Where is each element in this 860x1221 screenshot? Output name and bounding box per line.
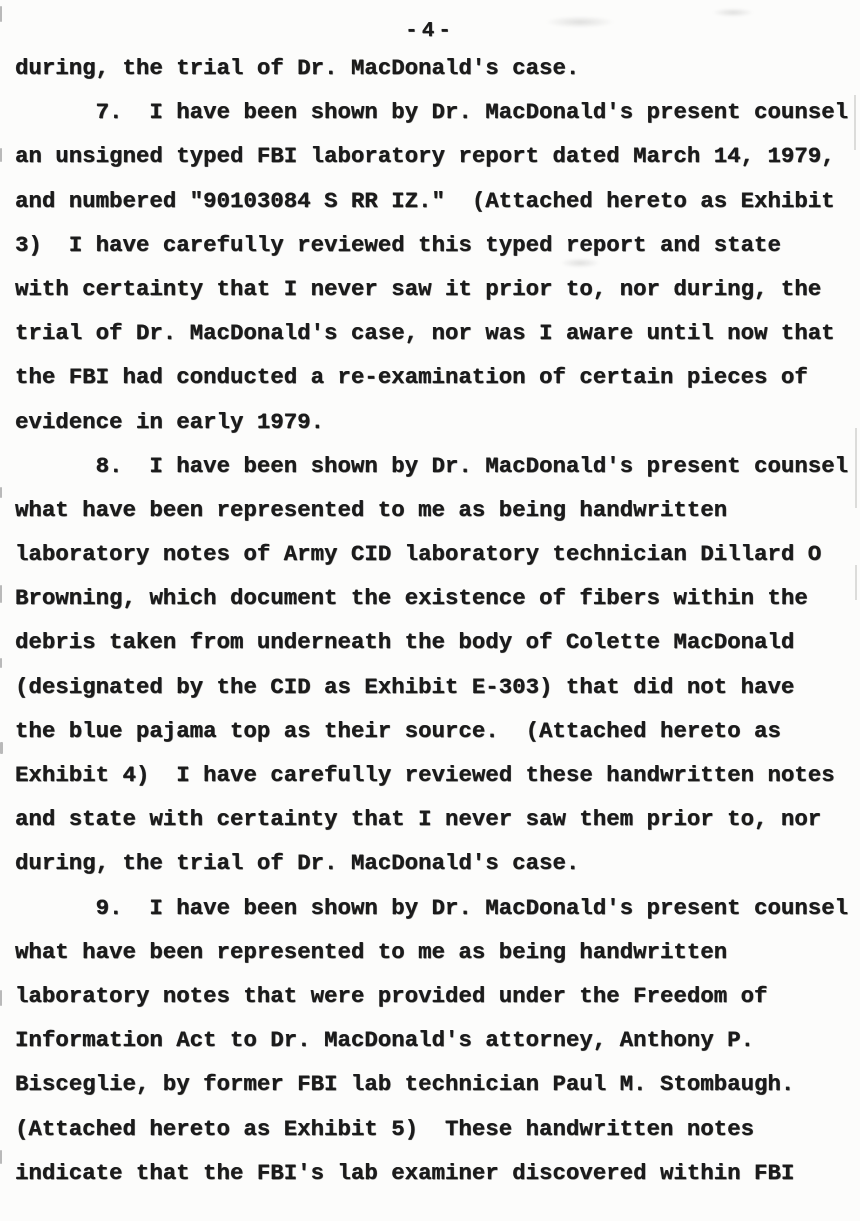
scan-edge-mark	[0, 1150, 2, 1164]
text-line: indicate that the FBI's lab examiner discovered within FBI	[15, 1159, 795, 1186]
scan-smudge	[560, 258, 600, 268]
text-line: laboratory notes that were provided under the Freedom of	[15, 982, 768, 1009]
text-line: and numbered "90103084 S RR IZ." (Attached hereto as Exhibit	[15, 187, 835, 214]
text-line: (designated by the CID as Exhibit E-303) that did not have	[15, 673, 795, 700]
scan-edge-mark	[0, 6, 2, 22]
text-line: trial of Dr. MacDonald's case, nor was I aware until now that	[15, 320, 835, 347]
text-line: 8. I have been shown by Dr. MacDonald's present counsel	[15, 452, 849, 479]
text-line: 3) I have carefully reviewed this typed report and state	[15, 231, 781, 258]
scan-edge-mark	[0, 658, 2, 668]
text-line: the FBI had conducted a re-examination of certain pieces of	[15, 364, 808, 391]
scan-edge-line	[854, 95, 856, 150]
document-body	[15, 46, 860, 1195]
scan-smudge	[545, 16, 615, 28]
scan-edge-line	[855, 428, 857, 508]
text-line: Exhibit 4) I have carefully reviewed these handwritten notes	[15, 762, 835, 788]
text-line: Bisceglie, by former FBI lab technician Paul M. Stombaugh.	[15, 1071, 795, 1098]
text-line: Information Act to Dr. MacDonald's attorney, Anthony P.	[15, 1027, 755, 1054]
scan-smudge	[712, 8, 754, 17]
text-line: laboratory notes of Army CID laboratory technician Dillard O	[15, 541, 822, 568]
page-number: -4-	[405, 20, 455, 43]
scan-edge-mark	[0, 585, 2, 603]
scan-edge-mark	[0, 742, 3, 754]
scan-edge-mark	[0, 148, 2, 162]
text-line: debris taken from underneath the body of Colette MacDonald	[15, 629, 795, 656]
text-line: during, the trial of Dr. MacDonald's case.	[15, 850, 580, 877]
scan-edge-mark	[0, 990, 2, 1006]
text-line: 9. I have been shown by Dr. MacDonald's present counsel	[15, 894, 849, 921]
text-line: 7. I have been shown by Dr. MacDonald's present counsel	[15, 99, 849, 126]
text-line: the blue pajama top as their source. (Attached hereto as	[15, 717, 781, 744]
text-line: evidence in early 1979.	[15, 408, 325, 435]
scan-edge-mark	[0, 487, 2, 498]
text-line: what have been represented to me as being handwritten	[15, 496, 728, 523]
text-line: (Attached hereto as Exhibit 5) These handwritten notes	[15, 1115, 755, 1142]
text-line: Browning, which document the existence of fibers within the	[15, 585, 808, 612]
scan-edge-line	[855, 565, 857, 600]
text-line: what have been represented to me as being handwritten	[15, 938, 728, 965]
text-line: an unsigned typed FBI laboratory report dated March 14, 1979,	[15, 143, 835, 170]
text-line: and state with certainty that I never saw them prior to, nor	[15, 806, 822, 833]
text-line: with certainty that I never saw it prior to, nor during, the	[15, 275, 822, 302]
text-line: during, the trial of Dr. MacDonald's case.	[15, 55, 580, 81]
